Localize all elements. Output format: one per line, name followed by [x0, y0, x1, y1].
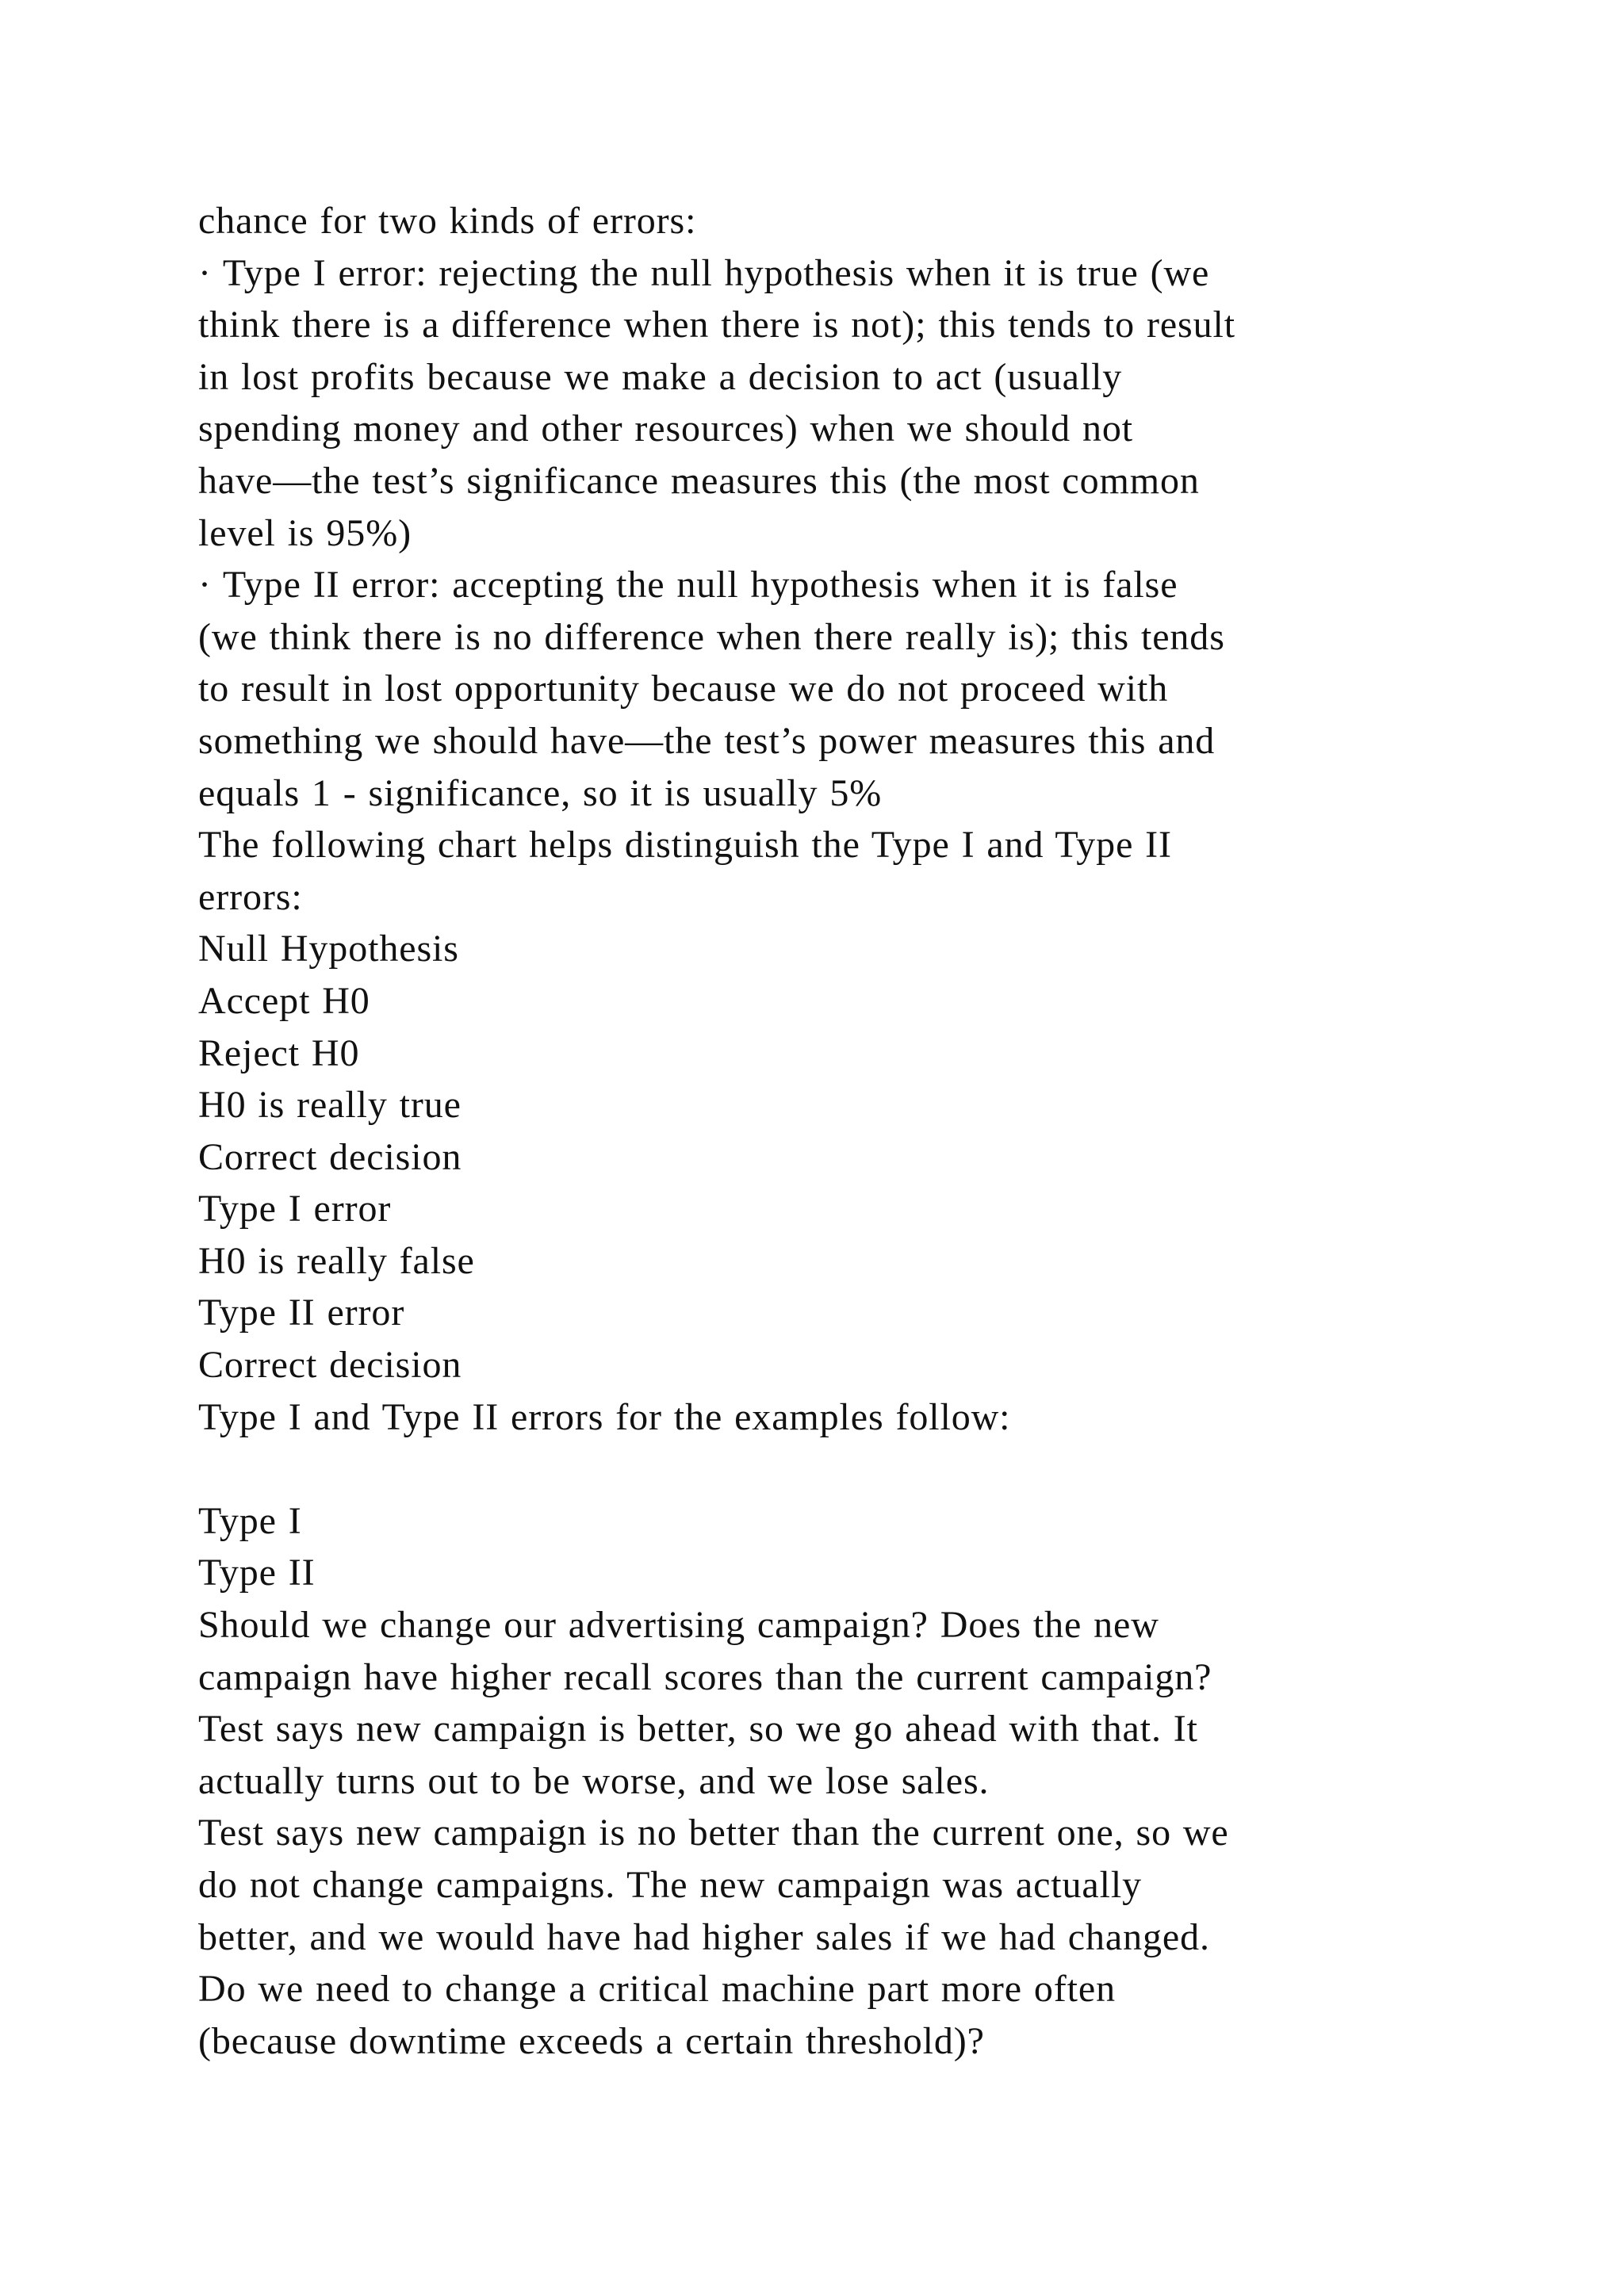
text-line: spending money and other resources) when we should not	[198, 408, 1134, 450]
text-line: Test says new campaign is better, so we go ahead with that. It	[198, 1708, 1198, 1751]
text-line: Type II error	[198, 1292, 405, 1334]
text-line: Do we need to change a critical machine part more often	[198, 1968, 1116, 2011]
text-line: · Type II error: accepting the null hypothesis when it is false	[198, 564, 1178, 607]
text-line: think there is a difference when there is not); this tends to result	[198, 304, 1235, 346]
text-line: Null Hypothesis	[198, 928, 459, 970]
text-line: in lost profits because we make a decision to act (usually	[198, 355, 1123, 398]
text-line: Type I and Type II errors for the examples follow:	[198, 1395, 1011, 1438]
text-line: have—the test’s significance measures this (the most common	[198, 459, 1200, 502]
text-line: Test says new campaign is no better than the current one, so we	[198, 1812, 1229, 1854]
text-line: (we think there is no difference when there really is); this tends	[198, 615, 1225, 658]
text-line: H0 is really true	[198, 1084, 462, 1127]
text-line: Type II	[198, 1552, 316, 1594]
text-line: better, and we would have had higher sales if we had changed.	[198, 1915, 1210, 1958]
text-line: to result in lost opportunity because we do not proceed with	[198, 668, 1169, 710]
blank-line	[198, 1443, 1499, 1495]
text-line: Type I error	[198, 1188, 392, 1230]
text-line: something we should have—the test’s power measures this and	[198, 719, 1216, 762]
text-line: Reject H0	[198, 1031, 360, 1074]
text-line: Correct decision	[198, 1344, 462, 1387]
text-line: do not change campaigns. The new campaign was actually	[198, 1864, 1142, 1906]
text-line: actually turns out to be worse, and we lose sales.	[198, 1759, 990, 1802]
document-text	[198, 195, 1499, 2067]
text-line: Type I	[198, 1499, 302, 1542]
text-line: chance for two kinds of errors:	[198, 200, 697, 242]
text-line: (because downtime exceeds a certain threshold)?	[198, 2019, 985, 2062]
text-line: The following chart helps distinguish the Type I and Type II	[198, 824, 1172, 867]
text-line: level is 95%)	[198, 511, 412, 554]
text-line: campaign have higher recall scores than the current campaign?	[198, 1655, 1212, 1698]
text-line: equals 1 - significance, so it is usually 5%	[198, 771, 883, 814]
text-line: errors:	[198, 875, 303, 918]
text-line: Correct decision	[198, 1135, 462, 1178]
text-line: Accept H0	[198, 979, 370, 1022]
text-line: H0 is really false	[198, 1239, 475, 1282]
text-line: Should we change our advertising campaign? Does the new	[198, 1604, 1159, 1647]
text-line: · Type I error: rejecting the null hypothesis when it is true (we	[198, 251, 1210, 294]
